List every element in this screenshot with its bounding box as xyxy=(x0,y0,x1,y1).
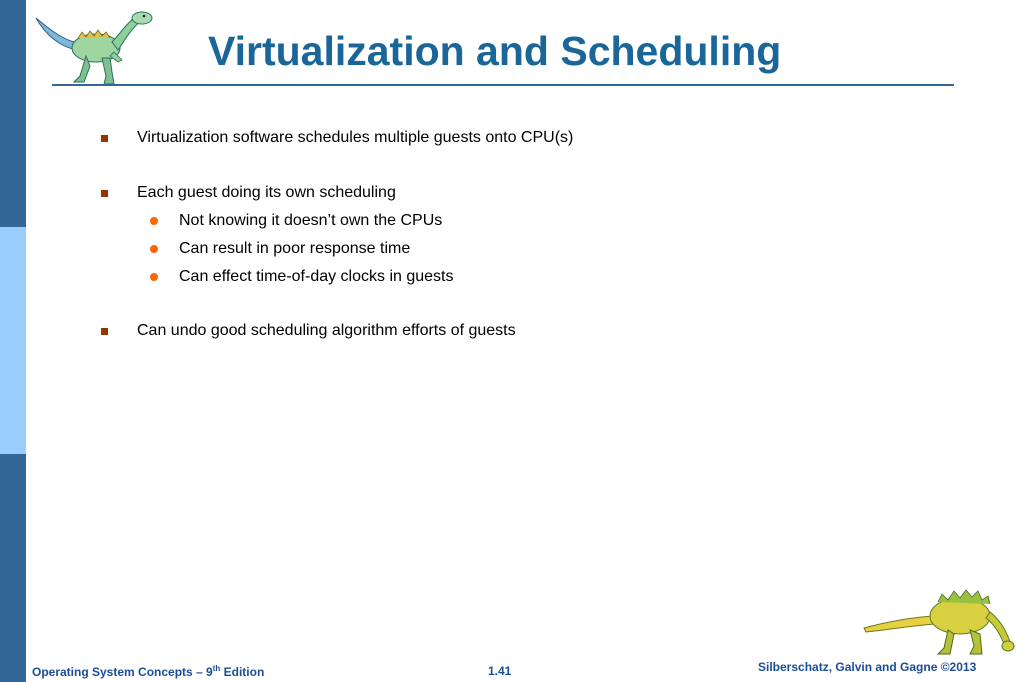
sidebar-segment-middle xyxy=(0,227,26,454)
square-bullet-icon xyxy=(101,190,108,197)
bullet-item: Each guest doing its own scheduling xyxy=(137,184,396,201)
sidebar-segment-top xyxy=(0,0,26,227)
footer-title-superscript: th xyxy=(212,664,221,673)
dinosaur-logo-icon xyxy=(862,582,1016,658)
page-number: 1.41 xyxy=(488,664,512,678)
dot-bullet-icon xyxy=(150,245,158,253)
sub-bullet-item: Not knowing it doesn’t own the CPUs xyxy=(179,212,443,229)
bullet-item: Can undo good scheduling algorithm efforts of guests xyxy=(137,322,516,339)
footer-copyright: Silberschatz, Galvin and Gagne ©2013 xyxy=(758,660,977,674)
left-sidebar-band xyxy=(0,0,26,682)
footer-title-prefix: Operating System Concepts – 9 xyxy=(32,665,213,679)
bullet-item: Virtualization software schedules multiple guests onto CPU(s) xyxy=(137,129,574,146)
title-divider xyxy=(52,84,954,86)
footer-book-title xyxy=(32,664,264,679)
square-bullet-icon xyxy=(101,135,108,142)
square-bullet-icon xyxy=(101,328,108,335)
page-title: Virtualization and Scheduling xyxy=(208,28,782,74)
sub-bullet-item: Can result in poor response time xyxy=(179,240,411,257)
footer-title-suffix: Edition xyxy=(220,665,265,679)
sidebar-segment-bottom xyxy=(0,454,26,682)
dot-bullet-icon xyxy=(150,217,158,225)
dinosaur-logo-icon xyxy=(34,6,156,86)
sub-bullet-item: Can effect time-of-day clocks in guests xyxy=(179,268,454,285)
dot-bullet-icon xyxy=(150,273,158,281)
